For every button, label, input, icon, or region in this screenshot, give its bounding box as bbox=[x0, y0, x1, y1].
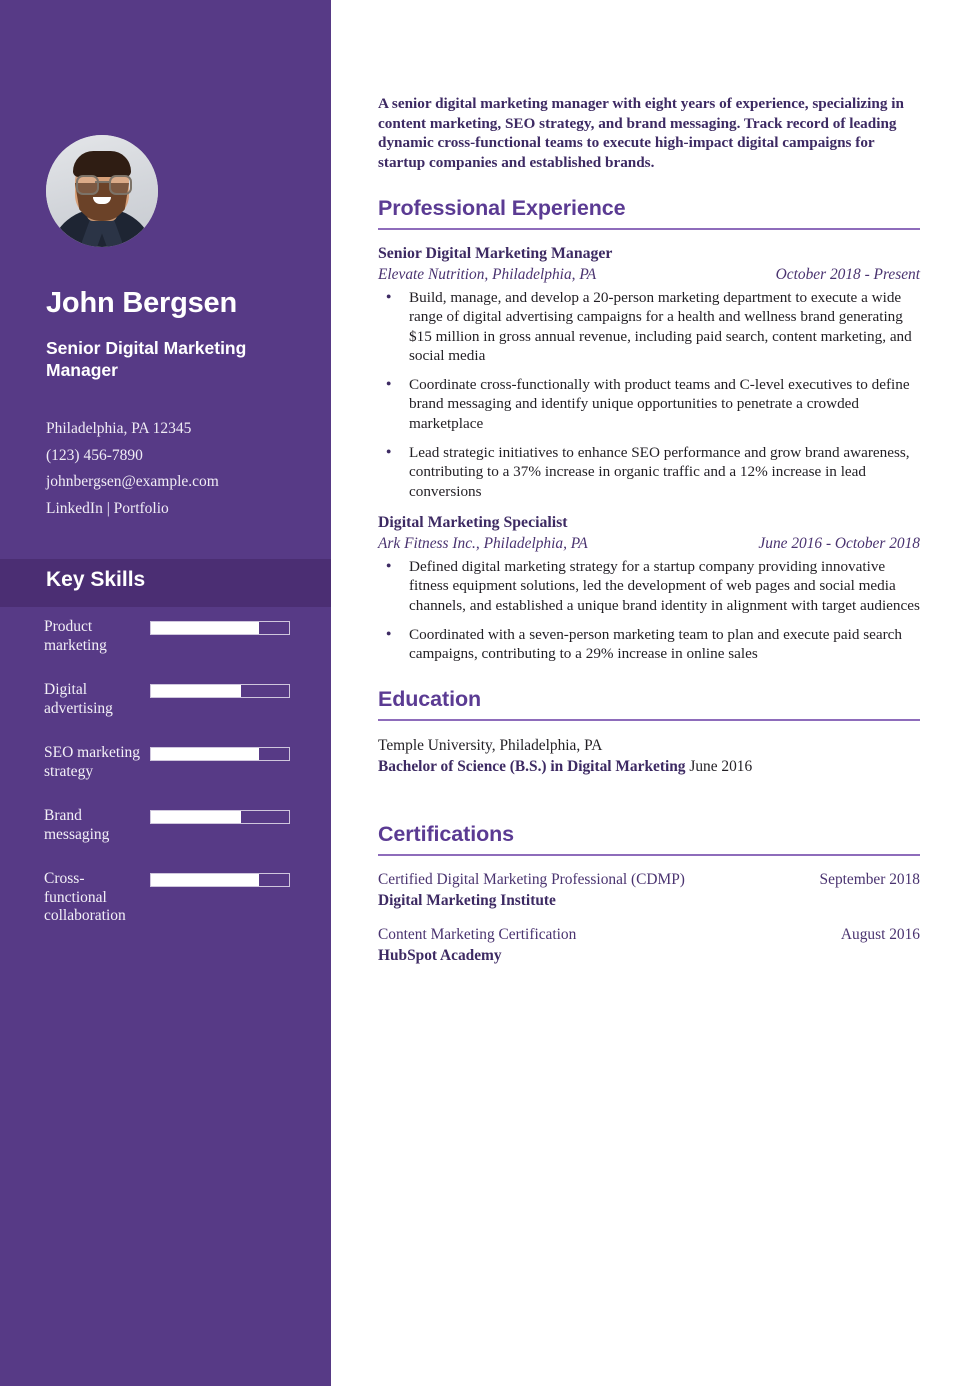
skill-label: Product marketing bbox=[44, 618, 107, 654]
skill-level-bar bbox=[150, 621, 290, 635]
job-bullet: ● Lead strategic initiatives to enhance SEO performance and grow brand awareness, contributing to a 37% increase in organic traffic and a 12% increase in lead conversions bbox=[378, 443, 920, 501]
experience-entry bbox=[378, 244, 920, 501]
contact-block bbox=[46, 416, 316, 522]
skill-level-fill bbox=[151, 748, 259, 760]
section-divider-education bbox=[378, 719, 920, 721]
certification-date: August 2016 bbox=[840, 926, 920, 943]
skill-label: SEO marketing strategy bbox=[44, 744, 140, 780]
skill-level-fill bbox=[151, 811, 241, 823]
job-bullet: ● Coordinate cross-functionally with product teams and C-level executives to define brand messaging and identify unique opportunities to penetrate a crowded marketplace bbox=[378, 375, 920, 433]
skill-level-bar bbox=[150, 873, 290, 887]
photo-glasses-bridge bbox=[95, 181, 109, 183]
education-date: June 2016 bbox=[689, 758, 753, 775]
sidebar bbox=[0, 0, 331, 1386]
certification-list bbox=[378, 870, 920, 966]
section-heading-certifications: Certifications bbox=[378, 822, 514, 846]
certification-header bbox=[378, 870, 920, 890]
skill-level-bar bbox=[150, 810, 290, 824]
experience-entry bbox=[378, 513, 920, 663]
certification-organization: HubSpot Academy bbox=[378, 947, 502, 964]
job-meta bbox=[378, 533, 920, 554]
job-dates: October 2018 - Present bbox=[775, 266, 920, 283]
experience-job-list bbox=[378, 244, 920, 663]
skill-level-fill bbox=[151, 622, 259, 634]
job-bullet: ● Coordinated with a seven-person marketing team to plan and execute paid search campaigns, contributing to a 29% increase in online sales bbox=[378, 625, 920, 664]
job-bullet: ● Build, manage, and develop a 20-person marketing department to execute a wide range of digital advertising campaigns for a health and wellness brand generating $15 million in gross annual revenue, including paid search, content marketing, and social media bbox=[378, 288, 920, 365]
job-company: Ark Fitness Inc., Philadelphia, PA bbox=[378, 534, 588, 552]
skill-level-bar bbox=[150, 684, 290, 698]
education-school: Temple University, Philadelphia, PA bbox=[378, 737, 603, 754]
section-professional-experience bbox=[378, 196, 920, 675]
skill-row bbox=[0, 807, 331, 870]
job-meta bbox=[378, 264, 920, 285]
skill-label: Digital advertising bbox=[44, 681, 113, 717]
contact-links[interactable]: LinkedIn | Portfolio bbox=[46, 499, 169, 517]
contact-location: Philadelphia, PA 12345 bbox=[46, 420, 192, 437]
job-bullet-list bbox=[378, 288, 920, 501]
photo-glasses-left-lens bbox=[76, 175, 99, 195]
job-role: Senior Digital Marketing Manager bbox=[378, 245, 613, 262]
section-certifications bbox=[378, 822, 920, 980]
section-divider-experience bbox=[378, 228, 920, 230]
photo-glasses-right-lens bbox=[109, 175, 132, 195]
section-divider-certifications bbox=[378, 854, 920, 856]
skill-row bbox=[0, 744, 331, 807]
job-bullet: ● Defined digital marketing strategy for a startup company providing innovative fitness equipment solutions, led the development of web pages and social media channels, and established a unique brand identity in alignment with target audiences bbox=[378, 557, 920, 615]
photo-hair bbox=[73, 151, 131, 177]
key-skills-heading: Key Skills bbox=[46, 568, 146, 591]
job-company: Elevate Nutrition, Philadelphia, PA bbox=[378, 266, 597, 283]
certification-entry bbox=[378, 925, 920, 966]
candidate-name: John Bergsen bbox=[46, 287, 237, 319]
professional-summary: A senior digital marketing manager with eight years of experience, specializing in content marketing, SEO strategy, and brand messaging. Track record of leading dynamic cross-functional teams to execute high-impact digital campaigns for startup companies and established brands. bbox=[378, 95, 904, 171]
certification-name: Content Marketing Certification bbox=[378, 926, 577, 943]
certification-name: Certified Digital Marketing Professional (CDMP) bbox=[378, 871, 685, 888]
skill-level-fill bbox=[151, 874, 259, 886]
avatar-photo bbox=[46, 135, 158, 247]
certification-date: September 2018 bbox=[819, 871, 920, 888]
certification-entry bbox=[378, 870, 920, 911]
job-bullet-list bbox=[378, 557, 920, 663]
skill-row bbox=[0, 618, 331, 681]
skill-row bbox=[0, 681, 331, 744]
contact-email[interactable]: johnbergsen@example.com bbox=[46, 473, 219, 490]
job-role: Digital Marketing Specialist bbox=[378, 513, 568, 531]
education-degree-line bbox=[378, 756, 920, 777]
key-skills-list bbox=[0, 618, 331, 952]
education-degree: Bachelor of Science (B.S.) in Digital Marketing bbox=[378, 758, 686, 775]
skill-row bbox=[0, 870, 331, 952]
section-education bbox=[378, 687, 920, 777]
certification-organization: Digital Marketing Institute bbox=[378, 892, 556, 909]
skill-label: Cross-functional collaboration bbox=[44, 870, 126, 924]
skill-label: Brand messaging bbox=[44, 807, 110, 843]
certification-header bbox=[378, 925, 920, 945]
skill-level-bar bbox=[150, 747, 290, 761]
section-heading-experience: Professional Experience bbox=[378, 196, 626, 220]
candidate-job-title: Senior Digital Marketing Manager bbox=[46, 338, 247, 380]
contact-phone[interactable]: (123) 456-7890 bbox=[46, 446, 143, 464]
section-heading-education: Education bbox=[378, 687, 482, 711]
avatar bbox=[46, 135, 158, 247]
skill-level-fill bbox=[151, 685, 241, 697]
job-dates: June 2016 - October 2018 bbox=[758, 534, 920, 552]
